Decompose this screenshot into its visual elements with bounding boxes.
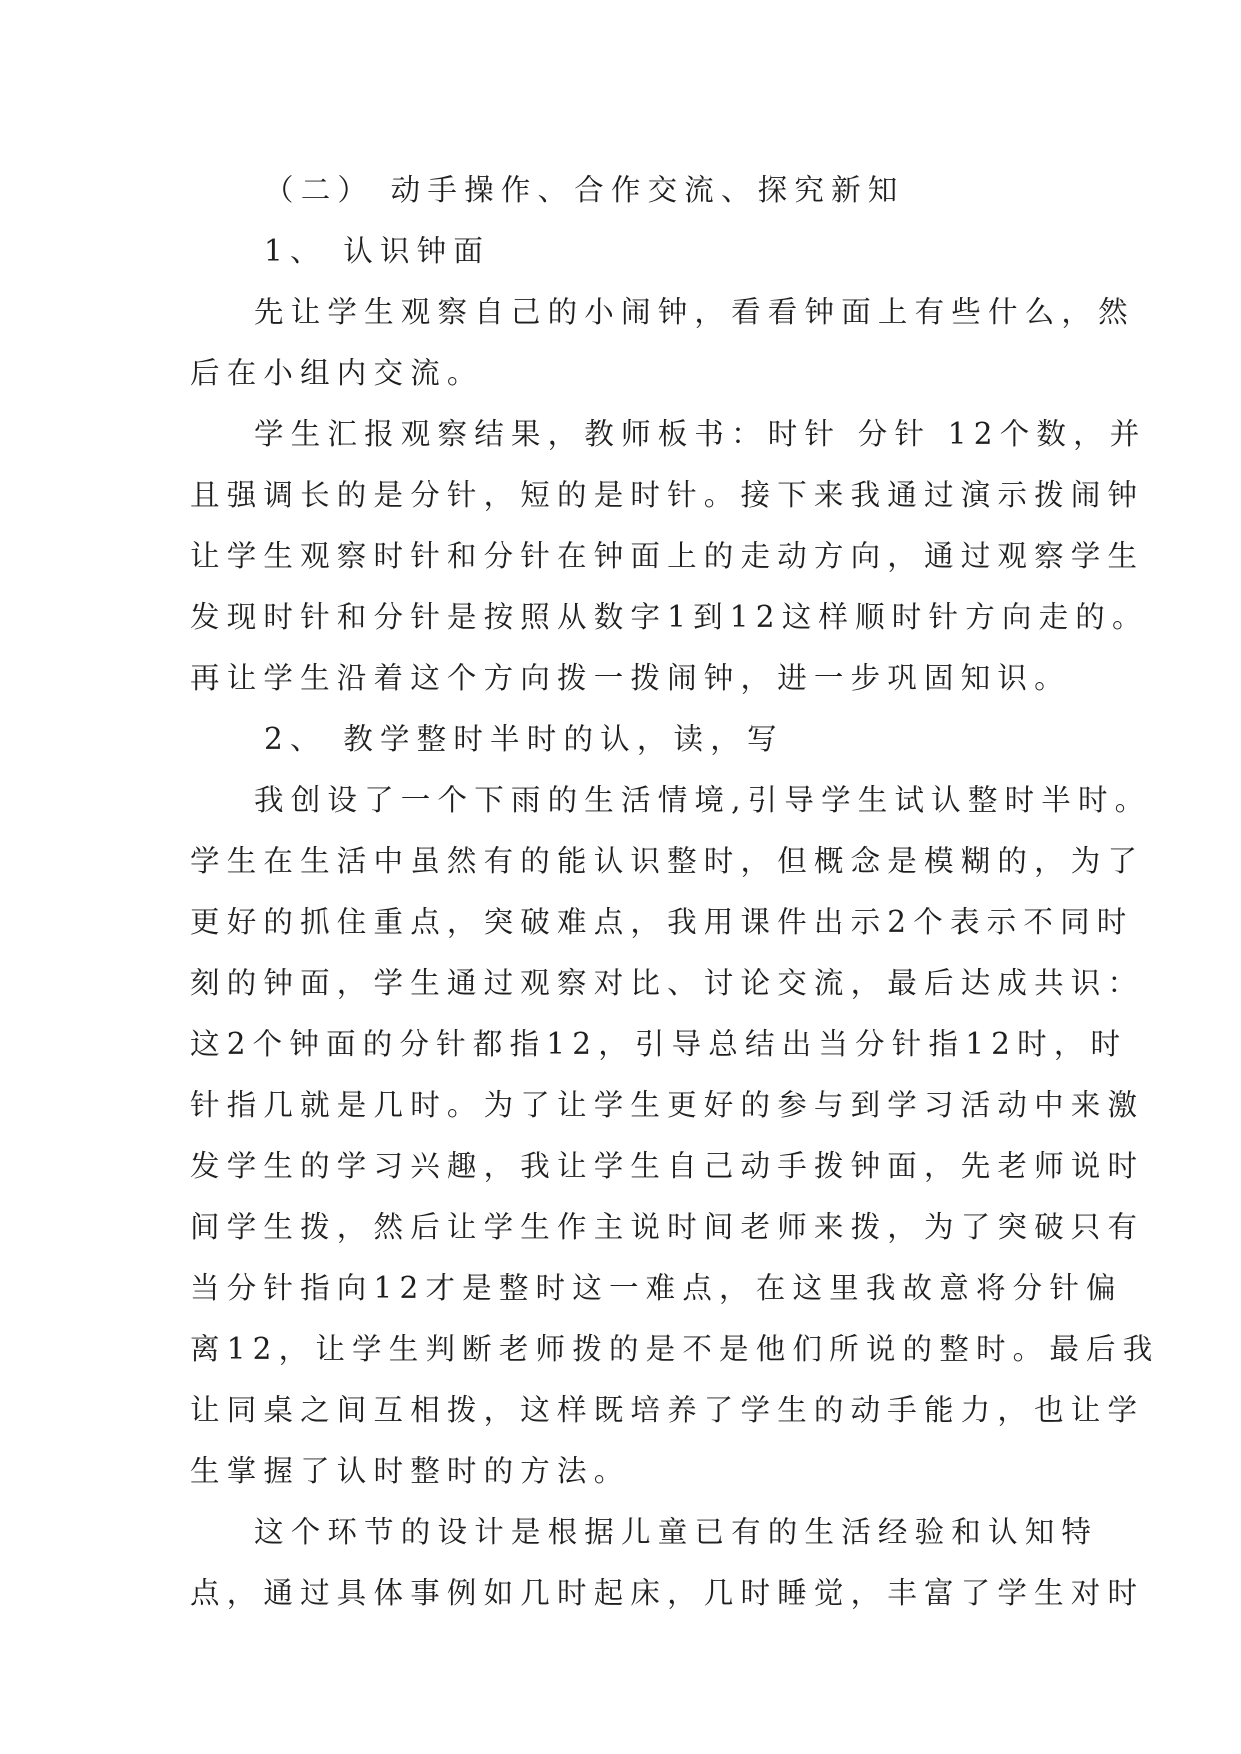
paragraph-line: 点，通过具体事例如几时起床，几时睡觉，丰富了学生对时 bbox=[190, 1576, 1145, 1610]
paragraph-line: 针指几就是几时。为了让学生更好的参与到学习活动中来激 bbox=[190, 1088, 1145, 1122]
paragraph-line: 学生汇报观察结果，教师板书：时针 分针 12个数，并 bbox=[254, 417, 1147, 451]
section-heading: （二） 动手操作、合作交流、探究新知 bbox=[264, 173, 905, 207]
paragraph-line: 这个环节的设计是根据儿童已有的生活经验和认知特 bbox=[254, 1515, 1099, 1549]
subsection-heading-1: 1、 认识钟面 bbox=[264, 234, 491, 268]
paragraph-line: 离12，让学生判断老师拨的是不是他们所说的整时。最后我 bbox=[190, 1332, 1160, 1366]
paragraph-line: 生掌握了认时整时的方法。 bbox=[190, 1454, 631, 1488]
paragraph-line: 学生在生活中虽然有的能认识整时，但概念是模糊的，为了 bbox=[190, 844, 1145, 878]
paragraph-line: 让学生观察时针和分针在钟面上的走动方向，通过观察学生 bbox=[190, 539, 1145, 573]
paragraph-line: 间学生拨，然后让学生作主说时间老师来拨，为了突破只有 bbox=[190, 1210, 1145, 1244]
paragraph-line: 发现时针和分针是按照从数字1到12这样顺时针方向走的。 bbox=[190, 600, 1149, 634]
paragraph-line: 发学生的学习兴趣，我让学生自己动手拨钟面，先老师说时 bbox=[190, 1149, 1145, 1183]
paragraph-line: 这2个钟面的分针都指12，引导总结出当分针指12时，时 bbox=[190, 1027, 1128, 1061]
subsection-heading-2: 2、 教学整时半时的认，读，写 bbox=[264, 722, 784, 756]
paragraph-line: 先让学生观察自己的小闹钟，看看钟面上有些什么，然 bbox=[254, 295, 1135, 329]
paragraph-line: 再让学生沿着这个方向拨一拨闹钟，进一步巩固知识。 bbox=[190, 661, 1071, 695]
paragraph-line: 刻的钟面，学生通过观察对比、讨论交流，最后达成共识： bbox=[190, 966, 1145, 1000]
document-body bbox=[190, 160, 1160, 1624]
paragraph-line: 我创设了一个下雨的生活情境,引导学生试认整时半时。 bbox=[254, 783, 1152, 817]
paragraph-line: 让同桌之间互相拨，这样既培养了学生的动手能力，也让学 bbox=[190, 1393, 1145, 1427]
paragraph-line: 当分针指向12才是整时这一难点，在这里我故意将分针偏 bbox=[190, 1271, 1123, 1305]
paragraph-line: 且强调长的是分针，短的是时针。接下来我通过演示拨闹钟 bbox=[190, 478, 1145, 512]
paragraph-line: 更好的抓住重点，突破难点，我用课件出示2个表示不同时 bbox=[190, 905, 1134, 939]
paragraph-line: 后在小组内交流。 bbox=[190, 356, 484, 390]
